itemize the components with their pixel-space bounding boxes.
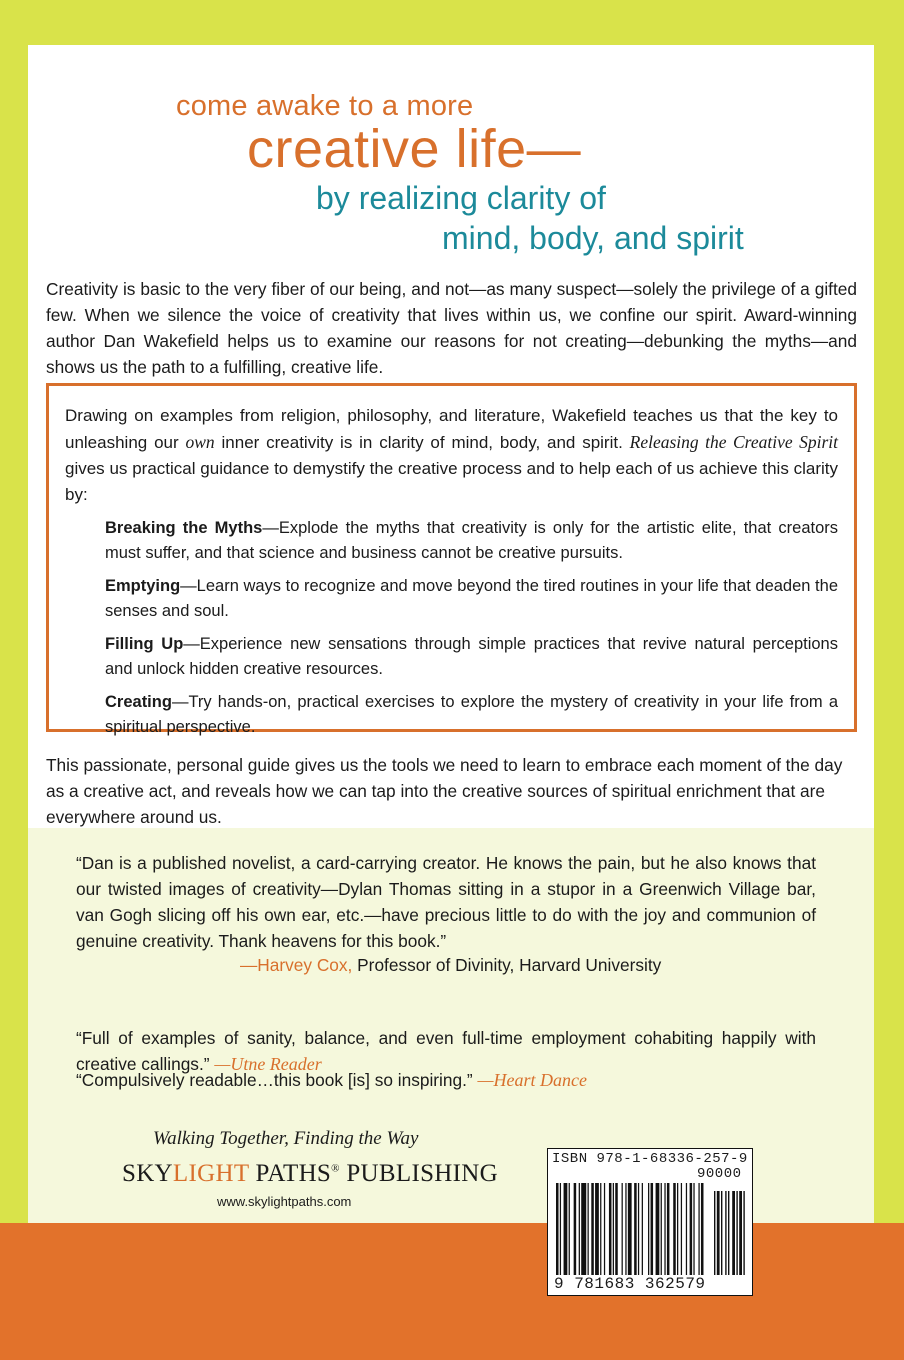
- addon-bar: [717, 1191, 720, 1275]
- addon-bar: [736, 1191, 737, 1275]
- bullet-text: —Explode the myths that creativity is only for the artistic elite, that creators must suffer, and that science and business cannot be creative pursuits.: [105, 519, 838, 562]
- barcode-bar: [701, 1183, 704, 1275]
- barcode-bar: [681, 1183, 682, 1275]
- addon-bar: [728, 1191, 729, 1275]
- barcode-bar: [569, 1183, 570, 1275]
- barcode-bar: [673, 1183, 676, 1275]
- bullet-term: Creating: [105, 693, 172, 711]
- quote-source: —Utne Reader: [214, 1054, 322, 1074]
- feature-box: [46, 383, 857, 736]
- quote-source: —Heart Dance: [477, 1070, 587, 1090]
- barcode-bar: [609, 1183, 612, 1275]
- barcode-bar: [651, 1183, 654, 1275]
- box-intro-part-2: inner creativity is in clarity of mind, body, and spirit.: [214, 433, 630, 452]
- addon-bar: [725, 1191, 726, 1275]
- barcode-bar: [564, 1183, 568, 1275]
- box-intro-part-3: gives us practical guidance to demystify the creative process and to help each of us achieve this clarity by:: [65, 459, 838, 504]
- headline-line-3: by realizing clarity of: [316, 180, 606, 216]
- logo-part: PATHS: [248, 1160, 332, 1187]
- headline-line-4: mind, body, and spirit: [442, 220, 744, 256]
- addon-bar: [732, 1191, 735, 1275]
- barcode-bar: [588, 1183, 589, 1275]
- barcode-bar: [581, 1183, 586, 1275]
- logo-part-light: LIGHT: [172, 1160, 249, 1187]
- barcode-bar: [638, 1183, 639, 1275]
- attribution-title: Professor of Divinity, Harvard University: [352, 955, 662, 975]
- bullet-text: —Learn ways to recognize and move beyond the tired routines in your life that deaden the senses and soul.: [105, 577, 838, 620]
- logo-part: PUBLISHING: [339, 1160, 498, 1187]
- bullet-text: —Experience new sensations through simple practices that revive natural perceptions and unlock hidden creative resources.: [105, 635, 838, 678]
- barcode-bar: [698, 1183, 699, 1275]
- barcode-icon: [556, 1183, 746, 1275]
- barcode-bar: [656, 1183, 660, 1275]
- barcode-bar: [690, 1183, 693, 1275]
- bullet-emptying: [105, 574, 838, 624]
- barcode-bar: [591, 1183, 594, 1275]
- addon-bar: [739, 1191, 742, 1275]
- barcode-bar: [634, 1183, 637, 1275]
- barcode-bar: [677, 1183, 678, 1275]
- price-code: 90000: [697, 1166, 742, 1182]
- isbn-text: ISBN 978-1-68336-257-9: [552, 1151, 748, 1167]
- publisher-url: www.skylightpaths.com: [217, 1194, 352, 1209]
- box-intro-book-title: Releasing the Creative Spirit: [629, 432, 839, 452]
- addon-bar: [743, 1191, 744, 1275]
- barcode-bar: [574, 1183, 577, 1275]
- ean-number: 9 781683 362579: [554, 1275, 706, 1293]
- registered-mark: ®: [331, 1162, 340, 1175]
- publisher-tagline: Walking Together, Finding the Way: [153, 1128, 419, 1149]
- barcode-bar: [667, 1183, 670, 1275]
- addon-bar: [721, 1191, 722, 1275]
- bottom-orange-band: [0, 1223, 904, 1360]
- quote-text: “Compulsively readable…this book [is] so inspiring.”: [76, 1070, 478, 1090]
- attribution-name: —Harvey Cox,: [240, 955, 353, 975]
- barcode-bar: [648, 1183, 649, 1275]
- box-intro: [65, 403, 838, 508]
- box-intro-part-1: Drawing on examples from religion, philosophy, and literature, Wakefield teaches us that the key to unleashing our: [65, 406, 838, 452]
- quote-text: “Full of examples of sanity, balance, and even full-time employment cohabiting happily with creative callings.”: [76, 1028, 816, 1074]
- barcode-box: [547, 1148, 753, 1296]
- barcode-bar: [560, 1183, 561, 1275]
- publisher-logo: [122, 1160, 498, 1188]
- barcode-bar: [693, 1183, 694, 1275]
- bullet-creating: [105, 690, 838, 740]
- barcode-bar: [595, 1183, 599, 1275]
- headline-line-2: creative life—: [247, 119, 582, 179]
- barcode-bar: [625, 1183, 626, 1275]
- bullet-term: Filling Up: [105, 635, 184, 653]
- closing-paragraph: This passionate, personal guide gives us the tools we need to learn to embrace each moment of the day as a creative act, and reveals how we can tap into the creative sources of spiritual enrichment that are everywhere around us.: [46, 755, 843, 827]
- bullet-filling-up: [105, 632, 838, 682]
- barcode-bar: [613, 1183, 614, 1275]
- headline-line-1: come awake to a more: [176, 90, 474, 122]
- quote-heart-dance: [76, 1067, 816, 1093]
- barcode-bar: [622, 1183, 623, 1275]
- addon-bar: [714, 1191, 715, 1275]
- bullet-term: Emptying: [105, 577, 181, 595]
- barcode-bar: [664, 1183, 665, 1275]
- bullet-term: Breaking the Myths: [105, 519, 263, 537]
- barcode-bar: [628, 1183, 632, 1275]
- bullet-text: —Try hands-on, practical exercises to explore the mystery of creativity in your life from a spiritual perspective.: [105, 693, 838, 736]
- barcode-bar: [615, 1183, 618, 1275]
- barcode-bar: [686, 1183, 687, 1275]
- barcode-bar: [579, 1183, 580, 1275]
- barcode-bar: [642, 1183, 643, 1275]
- barcode-bar: [604, 1183, 605, 1275]
- bullet-breaking-the-myths: [105, 516, 838, 566]
- barcode-bar: [600, 1183, 601, 1275]
- quote-attribution: [240, 955, 661, 976]
- logo-part: SKY: [122, 1160, 173, 1187]
- intro-paragraph: Creativity is basic to the very fiber of our being, and not—as many suspect—solely the privilege of a gifted few. When we silence the voice of creativity that lives within us, we confine our spirit. Award-winning author Dan Wakefield helps us to examine our reasons for not creating—debunking the myths—and shows us the path to a fulfilling, creative life.: [46, 279, 857, 377]
- quote-harvey-cox: “Dan is a published novelist, a card-carrying creator. He knows the pain, but he also knows that our twisted images of creativity—Dylan Thomas sitting in a stupor in a Greenwich Village bar, van Gogh slicing off his own ear, etc.—have precious little to do with the joy and communion of genuine creativity. Thank heavens for this book.”: [76, 853, 816, 951]
- barcode-bar: [556, 1183, 559, 1275]
- box-intro-emphasis-1: own: [185, 432, 215, 452]
- barcode-bar: [661, 1183, 662, 1275]
